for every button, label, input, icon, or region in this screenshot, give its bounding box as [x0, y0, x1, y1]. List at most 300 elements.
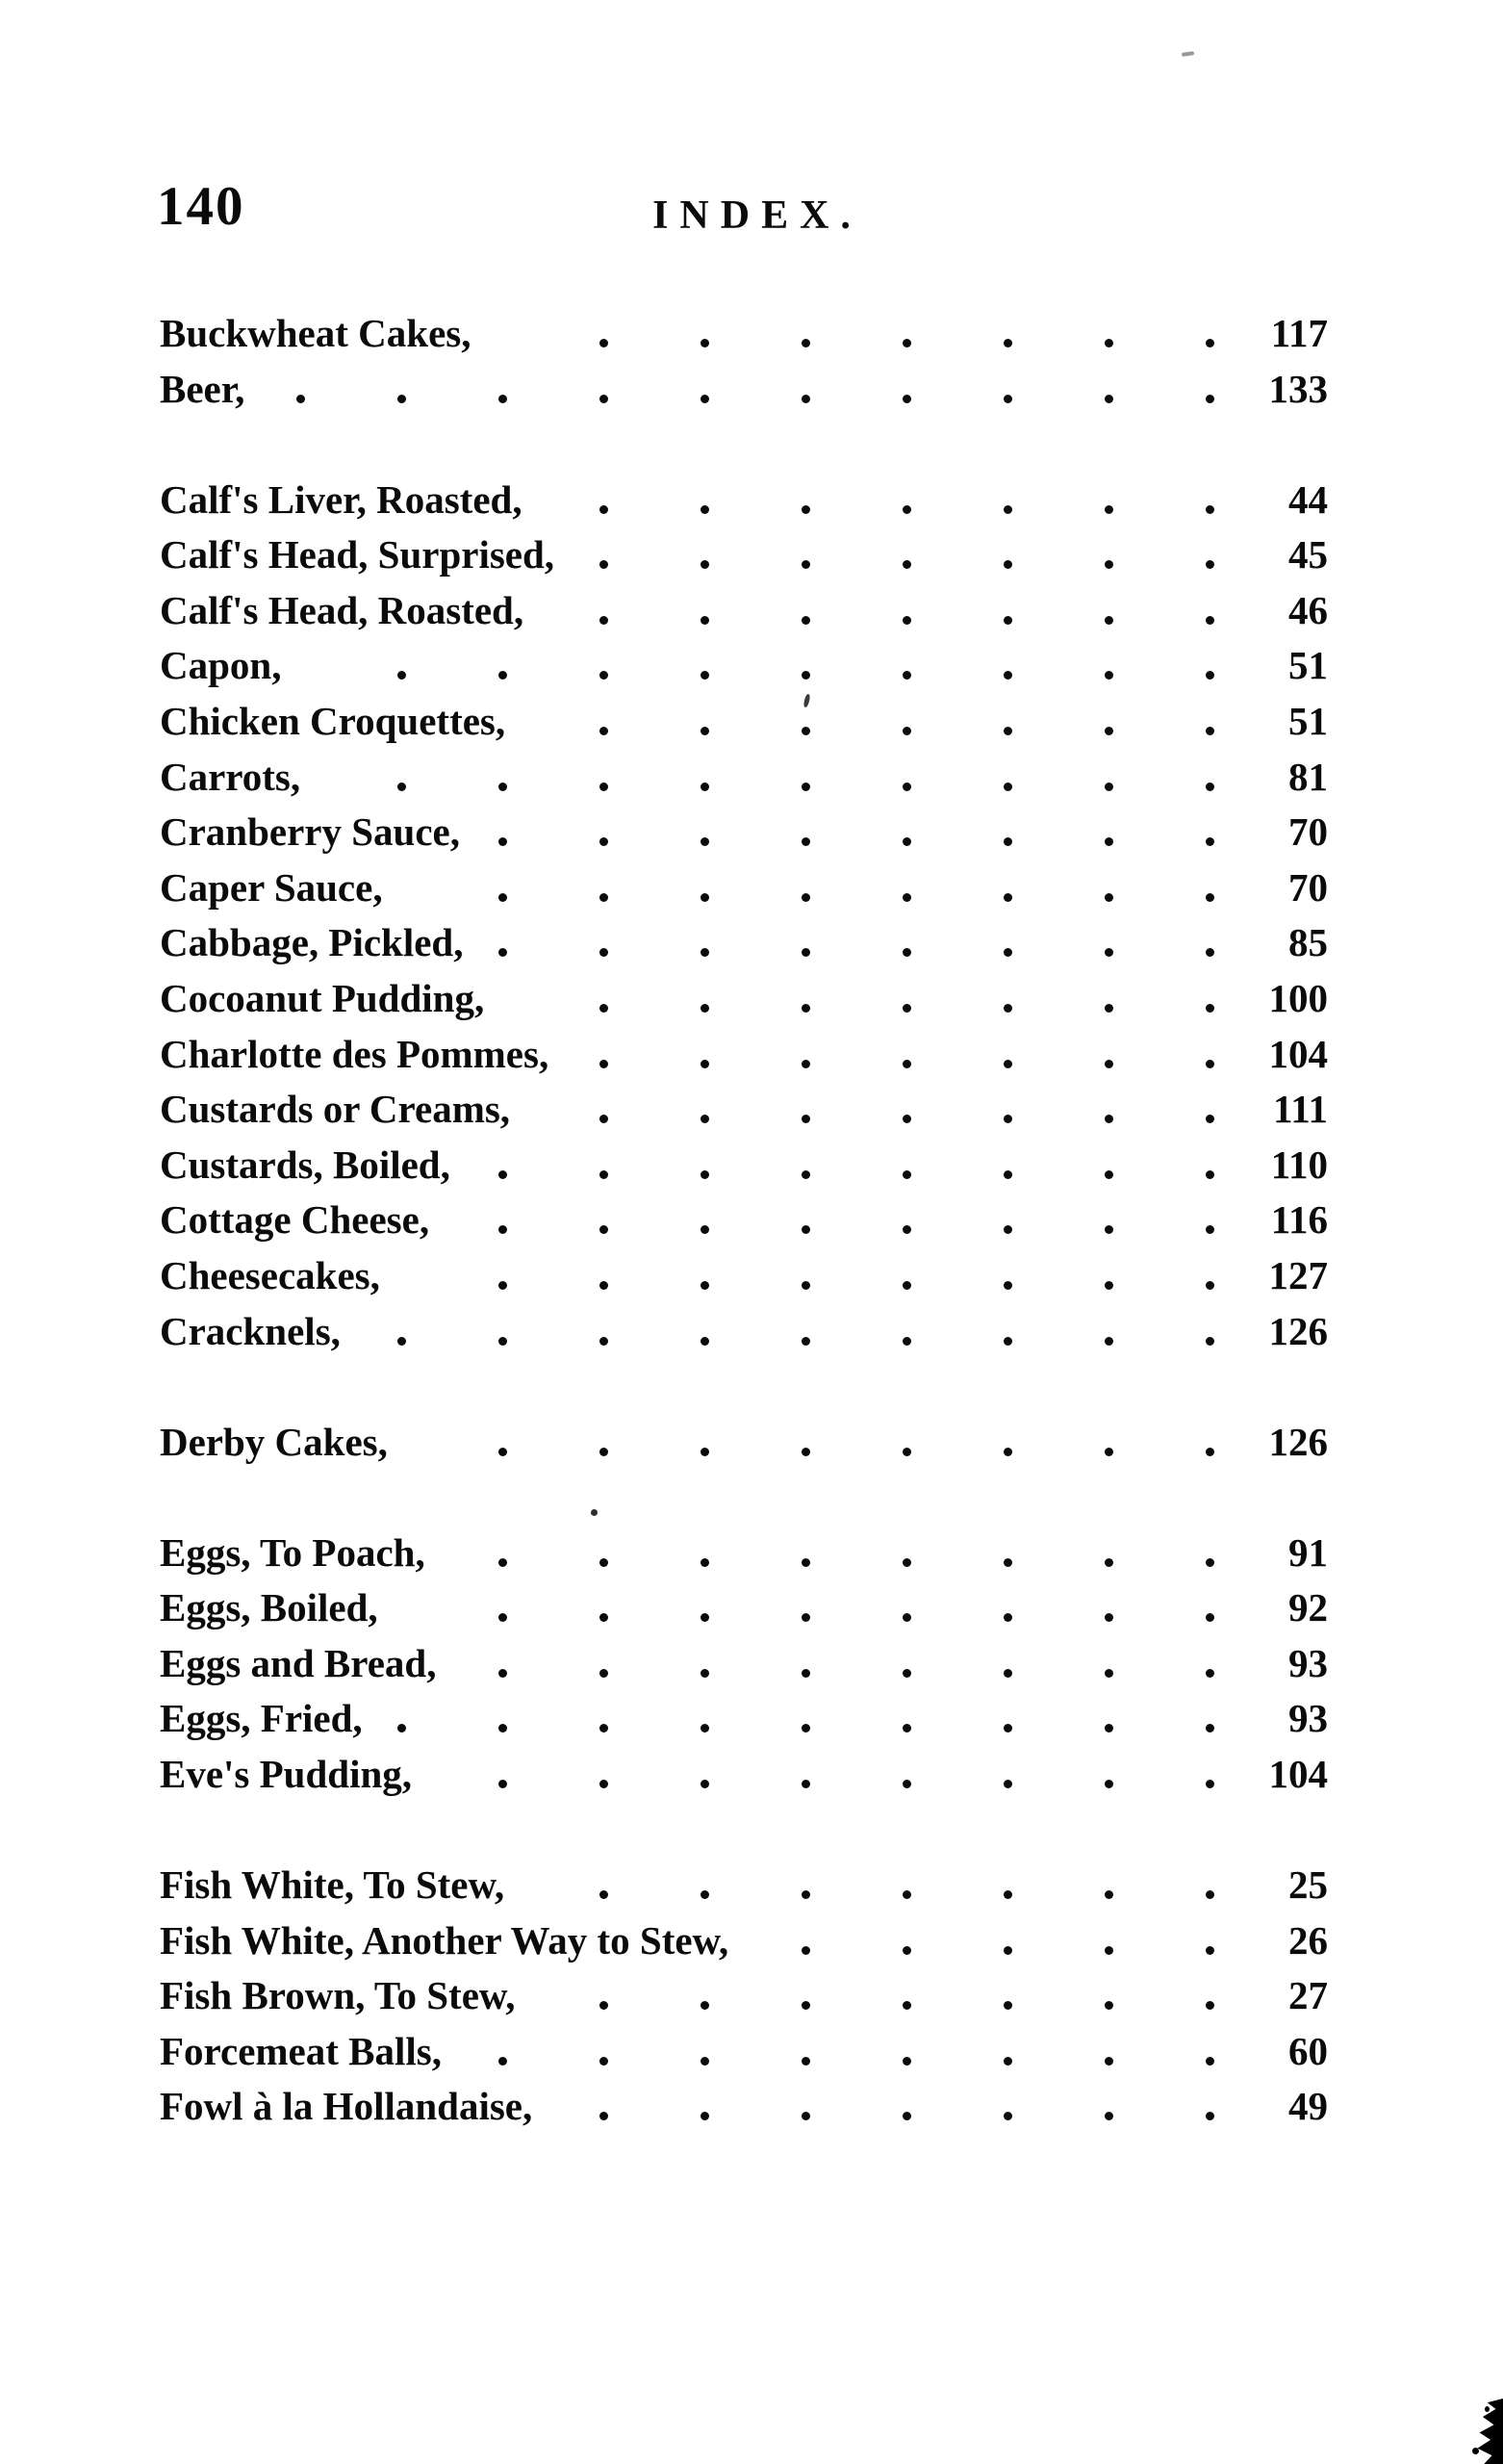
leader-dot	[599, 893, 608, 902]
leader-dot	[498, 837, 507, 846]
leader-dot	[1206, 1004, 1214, 1013]
leader-dot	[1004, 1613, 1012, 1622]
leader-dot	[1004, 893, 1012, 902]
index-row	[160, 2029, 1328, 2088]
index-row	[160, 809, 1328, 868]
entry-page: 110	[1270, 1142, 1328, 1187]
leader-dot	[1004, 1669, 1012, 1678]
leader-dot	[701, 837, 709, 846]
leader-dot	[599, 1890, 608, 1899]
leader-dot	[701, 2057, 709, 2066]
leader-dot	[599, 1724, 608, 1732]
entry-label: Forcemeat Balls,	[160, 2029, 442, 2073]
leader-dot	[1004, 1724, 1012, 1732]
leader-dot	[1206, 1281, 1214, 1290]
entry-page: 26	[1288, 1918, 1328, 1963]
leader-dot	[701, 616, 709, 625]
index-row	[160, 699, 1328, 757]
leader-dot	[903, 727, 911, 735]
leader-dot	[1105, 893, 1113, 902]
leader-dot	[1105, 1724, 1113, 1732]
leader-dot	[701, 1613, 709, 1622]
leader-dot	[599, 948, 608, 957]
leader-dot	[903, 1337, 911, 1346]
leader-dot	[701, 1115, 709, 1123]
leader-dot	[498, 1724, 507, 1732]
leader-dot	[903, 1724, 911, 1732]
leader-dot	[498, 2057, 507, 2066]
index-row	[160, 1641, 1328, 1700]
leader-dot	[1004, 1780, 1012, 1788]
leader-dot	[903, 616, 911, 625]
entry-label: Carrots,	[160, 755, 301, 799]
index-row	[160, 1530, 1328, 1589]
entry-page: 44	[1288, 477, 1328, 522]
leader-dot	[701, 1170, 709, 1179]
leader-dot	[599, 339, 608, 347]
index-row	[160, 1420, 1328, 1478]
leader-dot	[1105, 1448, 1113, 1456]
leader-dot	[1004, 2057, 1012, 2066]
entry-page: 104	[1268, 1752, 1328, 1796]
leader-dot	[498, 1337, 507, 1346]
leader-dot	[599, 783, 608, 791]
entry-label: Beer,	[160, 367, 245, 411]
leader-dot	[1206, 1337, 1214, 1346]
leader-dot	[1004, 1337, 1012, 1346]
leader-dot	[397, 783, 406, 791]
leader-dot	[903, 1115, 911, 1123]
leader-dot	[1105, 2057, 1113, 2066]
leader-dot	[599, 2057, 608, 2066]
leader-dot	[802, 2112, 810, 2120]
leader-dot	[498, 1448, 507, 1456]
leader-dot	[903, 2001, 911, 2010]
entry-page: 51	[1288, 699, 1328, 743]
leader-dot	[397, 671, 406, 680]
leader-dot	[802, 1724, 810, 1732]
leader-dot	[599, 1558, 608, 1567]
entry-label: Cracknels,	[160, 1309, 341, 1353]
leader-dot	[1206, 616, 1214, 625]
entry-label: Caper Sauce,	[160, 865, 383, 910]
index-row	[160, 1087, 1328, 1145]
leader-dot	[599, 1170, 608, 1179]
leader-dot	[802, 1337, 810, 1346]
leader-dot	[498, 1613, 507, 1622]
leader-dot	[802, 2001, 810, 2010]
leader-dot	[701, 948, 709, 957]
leader-dot	[1206, 783, 1214, 791]
entry-label: Capon,	[160, 643, 282, 687]
leader-dot	[701, 1780, 709, 1788]
leader-dot	[1004, 1281, 1012, 1290]
leader-dot	[1004, 1946, 1012, 1955]
leader-dot	[802, 1225, 810, 1234]
leader-dot	[1105, 1780, 1113, 1788]
leader-dot	[802, 1558, 810, 1567]
leader-dot	[903, 1448, 911, 1456]
entry-page: 93	[1288, 1696, 1328, 1740]
leader-dot	[802, 395, 810, 403]
leader-dot	[1004, 948, 1012, 957]
leader-dot	[1206, 1170, 1214, 1179]
entry-page: 111	[1273, 1087, 1328, 1131]
leader-dot	[903, 1170, 911, 1179]
leader-dot	[1105, 1890, 1113, 1899]
leader-dot	[802, 1060, 810, 1068]
leader-dot	[296, 395, 305, 403]
leader-dot	[903, 893, 911, 902]
index-row	[160, 1142, 1328, 1201]
leader-dot	[701, 1004, 709, 1013]
leader-dot	[1206, 2001, 1214, 2010]
entry-label: Cranberry Sauce,	[160, 809, 461, 854]
leader-dot	[1206, 1890, 1214, 1899]
leader-dot	[599, 727, 608, 735]
leader-dot	[1004, 395, 1012, 403]
leader-dot	[802, 1613, 810, 1622]
leader-dot	[1004, 1225, 1012, 1234]
entry-label: Fish White, To Stew,	[160, 1862, 505, 1907]
leader-dot	[1105, 837, 1113, 846]
leader-dot	[599, 1060, 608, 1068]
leader-dot	[802, 671, 810, 680]
index-row	[160, 865, 1328, 924]
entry-label: Custards or Creams,	[160, 1087, 511, 1131]
leader-dot	[802, 1890, 810, 1899]
entry-label: Chicken Croquettes,	[160, 699, 506, 743]
entry-page: 51	[1288, 643, 1328, 687]
leader-dot	[1105, 2112, 1113, 2120]
entry-label: Buckwheat Cakes,	[160, 311, 471, 355]
index-row	[160, 976, 1328, 1035]
index-row	[160, 588, 1328, 647]
leader-dot	[1004, 616, 1012, 625]
leader-dot	[802, 1004, 810, 1013]
entry-label: Fish Brown, To Stew,	[160, 1973, 516, 2017]
leader-dot	[1105, 1225, 1113, 1234]
entry-label: Cabbage, Pickled,	[160, 920, 464, 964]
leader-dot	[1105, 395, 1113, 403]
leader-dot	[1206, 727, 1214, 735]
leader-dot	[802, 339, 810, 347]
leader-dot	[1105, 1613, 1113, 1622]
leader-dot	[1206, 1780, 1214, 1788]
index-row	[160, 1973, 1328, 2032]
leader-dot	[599, 2001, 608, 2010]
leader-dot	[802, 1448, 810, 1456]
entry-page: 100	[1268, 976, 1328, 1020]
entry-page: 46	[1288, 588, 1328, 632]
leader-dot	[599, 560, 608, 569]
leader-dot	[1004, 560, 1012, 569]
leader-dot	[1004, 783, 1012, 791]
leader-dot	[1105, 727, 1113, 735]
leader-dot	[599, 1448, 608, 1456]
entry-page: 92	[1288, 1585, 1328, 1630]
leader-dot	[701, 783, 709, 791]
leader-dot	[701, 1890, 709, 1899]
entry-page: 117	[1270, 311, 1328, 355]
leader-dot	[1206, 837, 1214, 846]
leader-dot	[1004, 1448, 1012, 1456]
leader-dot	[1105, 1170, 1113, 1179]
leader-dot	[802, 505, 810, 514]
leader-dot	[701, 1225, 709, 1234]
index-row	[160, 1862, 1328, 1921]
index-row	[160, 1197, 1328, 1256]
leader-dot	[1105, 1060, 1113, 1068]
leader-dot	[1105, 671, 1113, 680]
entry-label: Cottage Cheese,	[160, 1197, 430, 1242]
entry-page: 49	[1288, 2084, 1328, 2128]
leader-dot	[802, 560, 810, 569]
leader-dot	[1004, 505, 1012, 514]
leader-dot	[701, 339, 709, 347]
entry-label: Cheesecakes,	[160, 1253, 380, 1297]
leader-dot	[802, 1170, 810, 1179]
leader-dot	[701, 2001, 709, 2010]
leader-dot	[1004, 1170, 1012, 1179]
leader-dot	[802, 616, 810, 625]
index-row	[160, 1752, 1328, 1810]
leader-dot	[1004, 1004, 1012, 1013]
leader-dot	[802, 2057, 810, 2066]
leader-dot	[802, 1115, 810, 1123]
page-title: INDEX.	[652, 193, 862, 238]
leader-dot	[701, 1060, 709, 1068]
leader-dot	[802, 948, 810, 957]
leader-dot	[599, 1337, 608, 1346]
leader-dot	[701, 1558, 709, 1567]
leader-dot	[498, 671, 507, 680]
entry-page: 116	[1270, 1197, 1328, 1242]
leader-dot	[498, 1281, 507, 1290]
leader-dot	[903, 2112, 911, 2120]
leader-dot	[397, 1337, 406, 1346]
index-row	[160, 1918, 1328, 1977]
leader-dot	[903, 1225, 911, 1234]
leader-dot	[1206, 1448, 1214, 1456]
entry-label: Custards, Boiled,	[160, 1142, 450, 1187]
entry-page: 27	[1288, 1973, 1328, 2017]
leader-dot	[1105, 2001, 1113, 2010]
entry-label: Eggs, To Poach,	[160, 1530, 425, 1575]
entry-label: Eggs, Fried,	[160, 1696, 363, 1740]
leader-dot	[599, 1281, 608, 1290]
ink-blot-speck	[1472, 2448, 1479, 2454]
leader-dot	[802, 783, 810, 791]
leader-dot	[1004, 339, 1012, 347]
index-row	[160, 1696, 1328, 1755]
page-number: 140	[157, 176, 245, 237]
leader-dot	[1206, 560, 1214, 569]
entry-label: Fish White, Another Way to Stew,	[160, 1918, 729, 1963]
leader-dot	[701, 505, 709, 514]
leader-dot	[1105, 948, 1113, 957]
leader-dot	[1105, 339, 1113, 347]
leader-dot	[701, 671, 709, 680]
leader-dot	[599, 395, 608, 403]
entry-page: 126	[1268, 1309, 1328, 1353]
leader-dot	[802, 1946, 810, 1955]
leader-dot	[498, 1558, 507, 1567]
entry-label: Charlotte des Pommes,	[160, 1032, 549, 1076]
leader-dot	[1105, 505, 1113, 514]
leader-dot	[1105, 783, 1113, 791]
leader-dot	[1206, 395, 1214, 403]
index-row	[160, 920, 1328, 979]
leader-dot	[1004, 1558, 1012, 1567]
entry-page: 81	[1288, 755, 1328, 799]
leader-dot	[903, 560, 911, 569]
leader-dot	[599, 1669, 608, 1678]
leader-dot	[701, 2112, 709, 2120]
leader-dot	[903, 339, 911, 347]
leader-dot	[1206, 1115, 1214, 1123]
index-row	[160, 532, 1328, 591]
leader-dot	[1206, 671, 1214, 680]
leader-dot	[903, 783, 911, 791]
leader-dot	[701, 1281, 709, 1290]
leader-dot	[701, 893, 709, 902]
index-row	[160, 1032, 1328, 1091]
entry-page: 45	[1288, 532, 1328, 577]
leader-dot	[599, 505, 608, 514]
leader-dot	[1206, 505, 1214, 514]
leader-dot	[903, 1060, 911, 1068]
entry-page: 70	[1288, 809, 1328, 854]
leader-dot	[701, 560, 709, 569]
index-row	[160, 311, 1328, 370]
leader-dot	[1206, 1669, 1214, 1678]
leader-dot	[1105, 1946, 1113, 1955]
leader-dot	[1004, 1115, 1012, 1123]
index-row	[160, 1309, 1328, 1368]
leader-dot	[802, 727, 810, 735]
leader-dot	[701, 1724, 709, 1732]
entry-page: 93	[1288, 1641, 1328, 1685]
leader-dot	[498, 1225, 507, 1234]
entry-label: Calf's Head, Surprised,	[160, 532, 555, 577]
leader-dot	[498, 783, 507, 791]
leader-dot	[599, 837, 608, 846]
entry-label: Eggs, Boiled,	[160, 1585, 378, 1630]
entry-page: 126	[1268, 1420, 1328, 1464]
leader-dot	[1004, 837, 1012, 846]
entry-label: Fowl à la Hollandaise,	[160, 2084, 533, 2128]
leader-dot	[903, 1946, 911, 1955]
leader-dot	[1105, 1337, 1113, 1346]
index-row	[160, 757, 1328, 813]
index-row	[160, 2084, 1328, 2143]
entry-label: Eggs and Bread,	[160, 1641, 437, 1685]
leader-dot	[1206, 893, 1214, 902]
entry-page: 85	[1288, 920, 1328, 964]
leader-dot	[1105, 1004, 1113, 1013]
leader-dot	[903, 837, 911, 846]
leader-dot	[498, 1170, 507, 1179]
entry-page: 60	[1288, 2029, 1328, 2073]
entry-page: 127	[1268, 1253, 1328, 1297]
leader-dot	[599, 1225, 608, 1234]
leader-dot	[599, 1613, 608, 1622]
leader-dot	[701, 727, 709, 735]
leader-dot	[1206, 2112, 1214, 2120]
leader-dot	[701, 395, 709, 403]
leader-dot	[1206, 1724, 1214, 1732]
leader-dot	[1206, 1060, 1214, 1068]
leader-dot	[1004, 671, 1012, 680]
entry-label: Calf's Liver, Roasted,	[160, 477, 522, 522]
leader-dot	[1206, 1558, 1214, 1567]
leader-dot	[1206, 1613, 1214, 1622]
leader-dot	[599, 671, 608, 680]
entry-label: Calf's Head, Roasted,	[160, 588, 524, 632]
leader-dot	[1105, 1115, 1113, 1123]
leader-dot	[903, 2057, 911, 2066]
leader-dot	[802, 1281, 810, 1290]
leader-dot	[1206, 1225, 1214, 1234]
leader-dot	[802, 1669, 810, 1678]
leader-dot	[498, 893, 507, 902]
leader-dot	[1206, 339, 1214, 347]
entry-label: Derby Cakes,	[160, 1420, 388, 1464]
leader-dot	[599, 2112, 608, 2120]
index-row	[160, 367, 1328, 425]
leader-dot	[1105, 1558, 1113, 1567]
leader-dot	[498, 395, 507, 403]
index-row	[160, 643, 1328, 702]
entry-page: 133	[1268, 367, 1328, 411]
leader-dot	[397, 395, 406, 403]
scan-speck	[591, 1509, 598, 1516]
leader-dot	[903, 1780, 911, 1788]
entry-label: Eve's Pudding,	[160, 1752, 413, 1796]
leader-dot	[1004, 1060, 1012, 1068]
leader-dot	[1004, 2112, 1012, 2120]
leader-dot	[599, 1780, 608, 1788]
entry-page: 91	[1288, 1530, 1328, 1575]
leader-dot	[1206, 2057, 1214, 2066]
leader-dot	[701, 1448, 709, 1456]
leader-dot	[599, 616, 608, 625]
leader-dot	[802, 893, 810, 902]
leader-dot	[1206, 1946, 1214, 1955]
leader-dot	[903, 1890, 911, 1899]
leader-dot	[599, 1115, 608, 1123]
leader-dot	[903, 395, 911, 403]
leader-dot	[903, 1281, 911, 1290]
leader-dot	[498, 948, 507, 957]
leader-dot	[498, 1669, 507, 1678]
leader-dot	[701, 1669, 709, 1678]
leader-dot	[701, 1337, 709, 1346]
index-row	[160, 477, 1328, 536]
leader-dot	[903, 1613, 911, 1622]
leader-dot	[1206, 948, 1214, 957]
entry-page: 25	[1288, 1862, 1328, 1907]
leader-dot	[903, 671, 911, 680]
leader-dot	[498, 1780, 507, 1788]
leader-dot	[1105, 1669, 1113, 1678]
leader-dot	[903, 1558, 911, 1567]
leader-dot	[802, 1780, 810, 1788]
entry-page: 70	[1288, 865, 1328, 910]
leader-dot	[1105, 1281, 1113, 1290]
leader-dot	[1004, 727, 1012, 735]
